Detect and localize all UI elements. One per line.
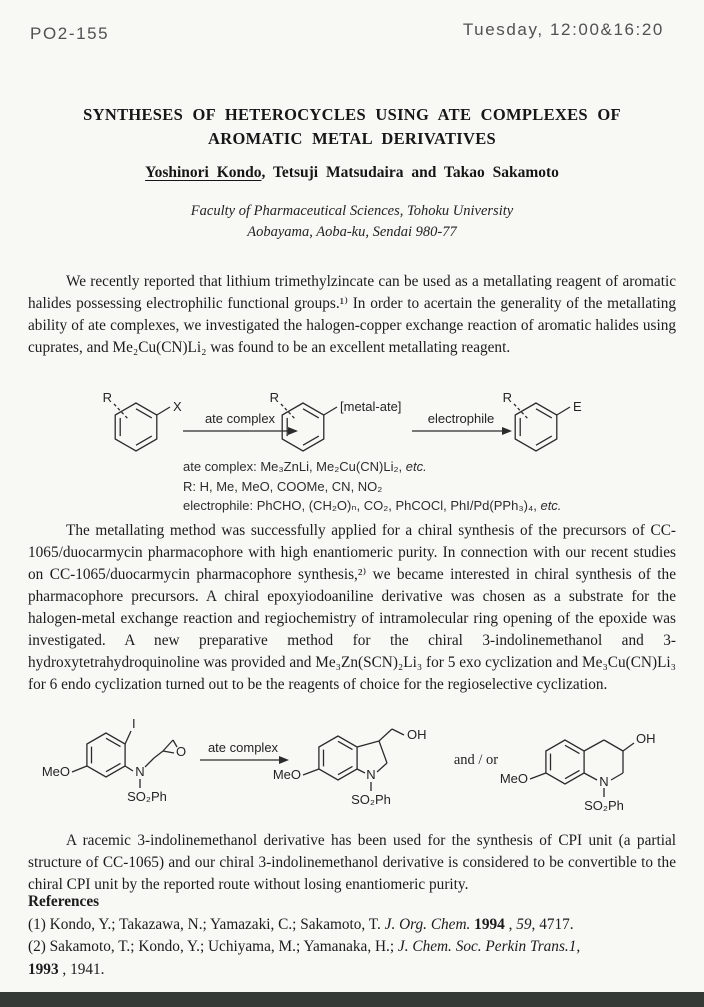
references-heading: References <box>28 893 100 910</box>
aryl-metal-ate-structure <box>270 390 402 451</box>
author-presenting: Yoshinori Kondo <box>145 164 262 181</box>
arrow-label: ate complex <box>207 740 279 755</box>
sulfonyl-label: SO₂Ph <box>127 789 167 804</box>
paper-title <box>0 103 704 151</box>
scheme-1-notes <box>183 457 561 516</box>
reaction-arrow <box>200 740 289 764</box>
session-schedule: Tuesday, 12:00&16:20 <box>462 20 664 39</box>
affiliation-line2: Aobayama, Aoba-ku, Sendai 980-77 <box>247 224 457 240</box>
electrophile-e-label: E <box>573 399 582 414</box>
halide-x-label: X <box>173 399 182 414</box>
session-code: PO2-155 <box>30 24 110 43</box>
scan-edge-bar <box>0 992 704 1007</box>
methoxy-label: MeO <box>499 771 528 786</box>
substituent-r-label: R <box>502 390 512 405</box>
affiliation-line1: Faculty of Pharmaceutical Sciences, Tohoku University <box>190 203 514 219</box>
authors-line <box>0 164 704 182</box>
benzene-ring <box>115 403 157 451</box>
bond-lines <box>303 729 404 791</box>
hydroxyl-label: OH <box>636 731 656 746</box>
metal-ate-label: [metal-ate] <box>340 399 402 414</box>
arrowhead <box>288 427 298 435</box>
affiliation <box>0 201 704 243</box>
sulfonyl-label: SO₂Ph <box>351 792 391 807</box>
arrowhead <box>502 427 512 435</box>
reference-item-1: (1) Kondo, Y.; Takazawa, N.; Yamazaki, C.; Sakamoto, T. J. Org. Chem. 1994 , 59, 4717. <box>28 915 574 933</box>
reaction-arrow-2 <box>412 411 512 435</box>
reference-item-2: (2) Sakamoto, T.; Kondo, Y.; Uchiyama, M.; Yamanaka, H.; J. Chem. Soc. Perkin Trans.1, <box>28 938 581 955</box>
nitrogen-label: N <box>135 764 145 779</box>
and-or-label: and / or <box>453 752 499 768</box>
methoxy-label: MeO <box>272 767 301 782</box>
benzene-ring <box>546 740 584 784</box>
paragraph-1: We recently reported that lithium trimethylzincate can be used as a metallating reagent of aromatic halides possessing electrophilic functional groups.¹⁾ In order to acertain the generality of the metallating ability of ate complexes, we investigated the halogen-copper exchange reaction of aromatic halides using cuprates, and Me₂Cu(CN)Li₂ was found to be an excellent metallating reagent. <box>28 273 676 356</box>
epoxide-oxygen-label: O <box>175 744 187 759</box>
arrow-1-label: ate complex <box>204 411 276 426</box>
aryl-electrophile-product-structure <box>503 390 582 451</box>
note-line-ate-complex: ate complex: Me₃ZnLi, Me₂Cu(CN)Li₂, etc. <box>183 459 427 474</box>
note-line-electrophiles: electrophile: PhCHO, (CH₂O)ₙ, CO₂, PhCOCl, PhI/Pd(PPh₃)₄, etc. <box>183 498 562 513</box>
paper-title-line1: SYNTHESES OF HETEROCYCLES USING ATE COMPLEXES OF <box>83 105 621 124</box>
benzene-ring <box>282 403 324 451</box>
substituent-r-label: R <box>102 390 112 405</box>
benzene-ring <box>319 736 357 780</box>
paper-title-line2: AROMATIC METAL DERIVATIVES <box>208 129 496 148</box>
nitrogen-label: N <box>599 774 609 789</box>
substituent-r-label: R <box>269 390 279 405</box>
hydroxytetrahydroquinoline-structure <box>500 731 656 813</box>
hydroxyl-label: OH <box>407 727 427 742</box>
iodine-label: I <box>132 716 136 731</box>
reaction-scheme-1 <box>0 385 704 460</box>
reaction-scheme-2 <box>0 710 704 825</box>
paragraph-2: The metallating method was successfully applied for a chiral synthesis of the precursors of CC-1065/duocarmycin pharmacophore with high enantiomeric purity. In connection with our recent studies on CC-1065/duocarmycin pharmacophore synthesis,²⁾ we became interested in chiral synthesis of the pharmacophore precursors. A chiral epoxyiodoaniline derivative was chosen as a substrate for the halogen-metal exchange reaction and regiochemistry of intramolecular ring opening of the epoxide was investigated. A new preparative method for the chiral 3-indolinemethanol and 3-hydroxytetrahydroquinoline was provided and Me₃Zn(SCN)₂Li₃ for 5 exo cyclization and Me₃Cu(CN)Li₃ for 6 endo cyclization turned out to be the reagents of choice for the regioselective cyclization. <box>28 522 676 693</box>
arrowhead <box>279 756 289 764</box>
indolinemethanol-structure <box>273 727 427 807</box>
arrow-2-label: electrophile <box>427 411 495 426</box>
nitrogen-label: N <box>366 767 376 782</box>
methoxy-label: MeO <box>41 764 70 779</box>
authors-rest: , Tetsuji Matsudaira and Takao Sakamoto <box>261 164 559 181</box>
reference-item-2-continued: 1993 , 1941. <box>28 960 105 978</box>
aryl-halide-structure <box>103 390 182 451</box>
epoxyiodoaniline-structure <box>42 716 186 804</box>
paragraph-3: A racemic 3-indolinemethanol derivative has been used for the synthesis of CPI unit (a partial structure of CC-1065) and our chiral 3-indolinemethanol derivative is considered to be convertible to the chiral CPI unit by the reported route without losing enantiomeric purity. <box>28 832 676 893</box>
references-section <box>28 891 688 981</box>
reaction-arrow-1 <box>183 411 298 435</box>
note-line-r-groups: R: H, Me, MeO, COOMe, CN, NO₂ <box>183 478 383 494</box>
benzene-ring <box>515 403 557 451</box>
sulfonyl-label: SO₂Ph <box>584 798 624 813</box>
benzene-ring <box>87 733 125 777</box>
